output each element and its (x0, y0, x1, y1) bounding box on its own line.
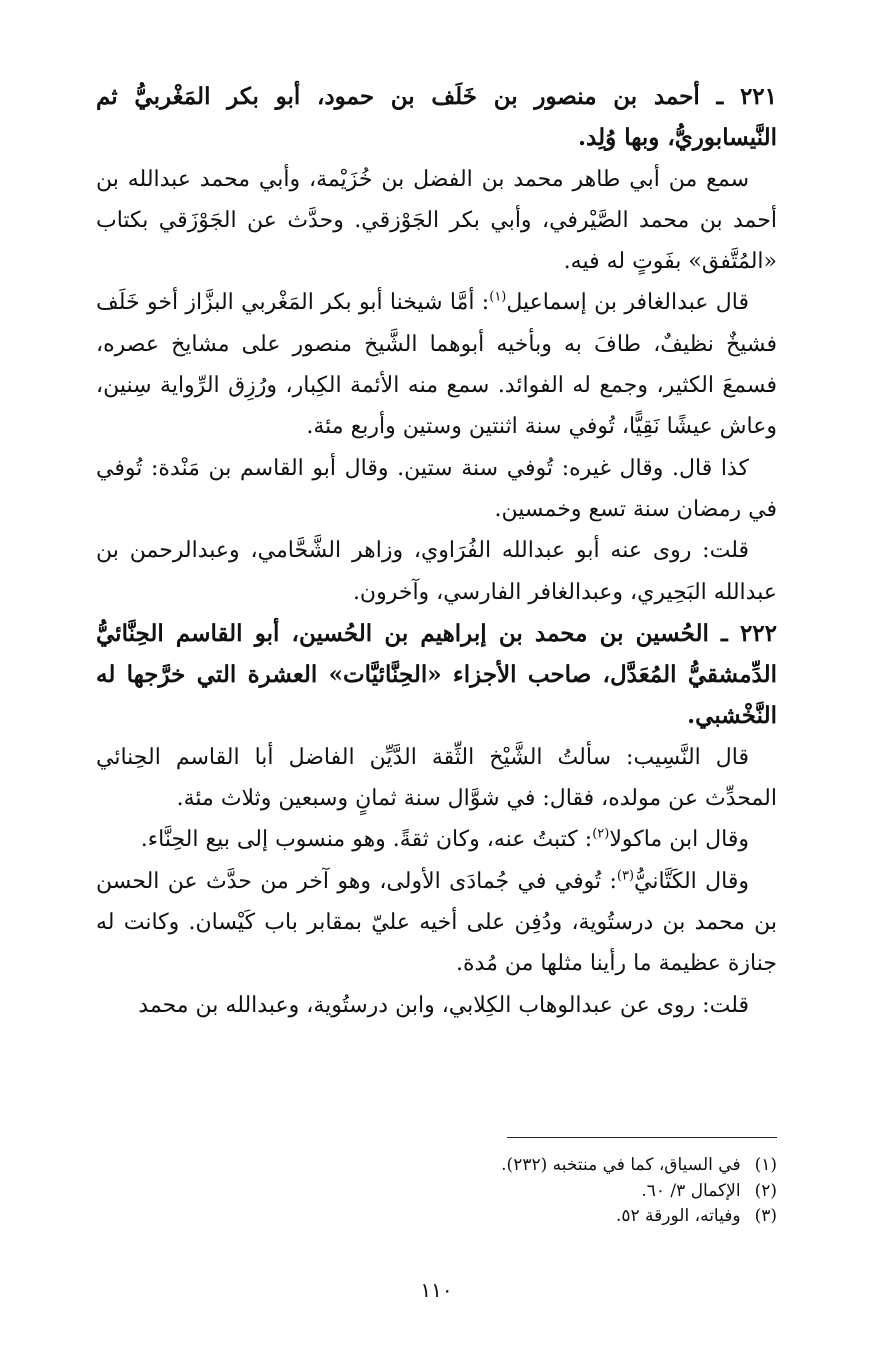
paragraph-text: : كتبتُ عنه، وكان ثقةً. وهو منسوب إلى بيع الحِنَّاء. (140, 827, 593, 853)
paragraph-text: : تُوفي في جُمادَى الأولى، وهو آخر من حدَّث عن الحسن بن محمد بن درستُوية، ودُفِن على أخيه عليّ بمقابر باب كَيْسان. وكانت له جنازة عظيمة ما رأينا مثلها من مُدة. (96, 868, 777, 977)
footnote-marker: (٢) (592, 827, 610, 843)
footnote (96, 1179, 777, 1205)
paragraph (96, 159, 777, 283)
paragraph-text: قلت: روى عن عبدالوهاب الكِلابي، وابن درستُوية، وعبدالله بن محمد (138, 992, 749, 1018)
footnotes (96, 1153, 777, 1230)
paragraph (96, 985, 777, 1026)
paragraph (96, 861, 777, 985)
page-number: ١١٠ (420, 1278, 453, 1302)
footnote-text: وفياته، الورقة ٥٢. (615, 1206, 741, 1226)
footnote-number: (٣) (754, 1206, 777, 1226)
footnote-text: الإكمال ٣/ ٦٠. (641, 1180, 741, 1201)
paragraph-text: وقال الكَتَّانيُّ (634, 868, 749, 894)
paragraph (96, 448, 777, 531)
main-text (96, 76, 777, 1026)
footnote-number: (١) (754, 1155, 777, 1175)
paragraph-text: كذا قال. وقال غيره: تُوفي سنة ستين. وقال أبو القاسم بن مَنْدة: تُوفي في رمضان سنة تسع وخمسين. (96, 455, 777, 522)
paragraph (96, 819, 777, 860)
footnote-text: في السياق، كما في منتخبه (٢٣٢). (501, 1155, 741, 1175)
paragraph-text: وقال ابن ماكولا (609, 827, 749, 853)
paragraph-text: : أمَّا شيخنا أبو بكر المَغْربي البزَّاز أخو خَلَف فشيخٌ نظيفٌ، طافَ به وبأخيه أبوهما الشَّيخ منصور على مشايخ عصره، فسمعَ الكثير، وجمع له الفوائد. سمع منه الأئمة الكِبار، ورُزِق الرِّواية سِنين، وعاش عيشًا نَقِيًّا، تُوفي سنة اثنتين وستين وأربع مئة. (96, 290, 777, 440)
paragraph-text: سمع من أبي طاهر محمد بن الفضل بن خُزَيْمة، وأبي محمد عبدالله بن أحمد بن محمد الصَّيْرفي، وأبي بكر الجَوْزقي. وحدَّث عن الجَوْزَقي بكتاب «المُتَّفق» بفَوتٍ له فيه. (96, 166, 777, 275)
paragraph (96, 530, 777, 613)
paragraph (96, 737, 777, 820)
paragraph-text: قال عبدالغافر بن إسماعيل (506, 290, 749, 316)
footnote-marker: (١) (489, 290, 507, 306)
entry-heading: ٢٢٢ ـ الحُسين بن محمد بن إبراهيم بن الحُسين، أبو القاسم الحِنَّائيُّ الدِّمشقيُّ المُعَدَّل، صاحب الأجزاء «الحِنَّائيَّات» العشرة التي خرَّجها له النَّخْشبي. (96, 619, 777, 730)
footnote (96, 1153, 777, 1179)
paragraph (96, 282, 777, 447)
paragraph-text: قال النَّسِيب: سألتُ الشَّيْخ الثِّقة الدَّيِّن الفاضل أبا القاسم الحِنائي المحدِّث عن مولده، فقال: في شوَّال سنة ثمانٍ وسبعين وثلاث مئة. (96, 744, 777, 812)
footnote-number: (٢) (754, 1180, 777, 1201)
footnote (96, 1204, 777, 1230)
footnote-marker: (٣) (616, 868, 635, 884)
footnote-separator (507, 1137, 777, 1138)
entry-heading: ٢٢١ ـ أحمد بن منصور بن خَلَف بن حمود، أبو بكر المَغْربيُّ ثم النَّيسابوريُّ، وبها وُلِد. (96, 83, 777, 152)
paragraph-text: قلت: روى عنه أبو عبدالله الفُرَاوي، وزاهر الشَّحَّامي، وعبدالرحمن بن عبدالله البَحِيري، وعبدالغافر الفارسي، وآخرون. (96, 538, 777, 605)
